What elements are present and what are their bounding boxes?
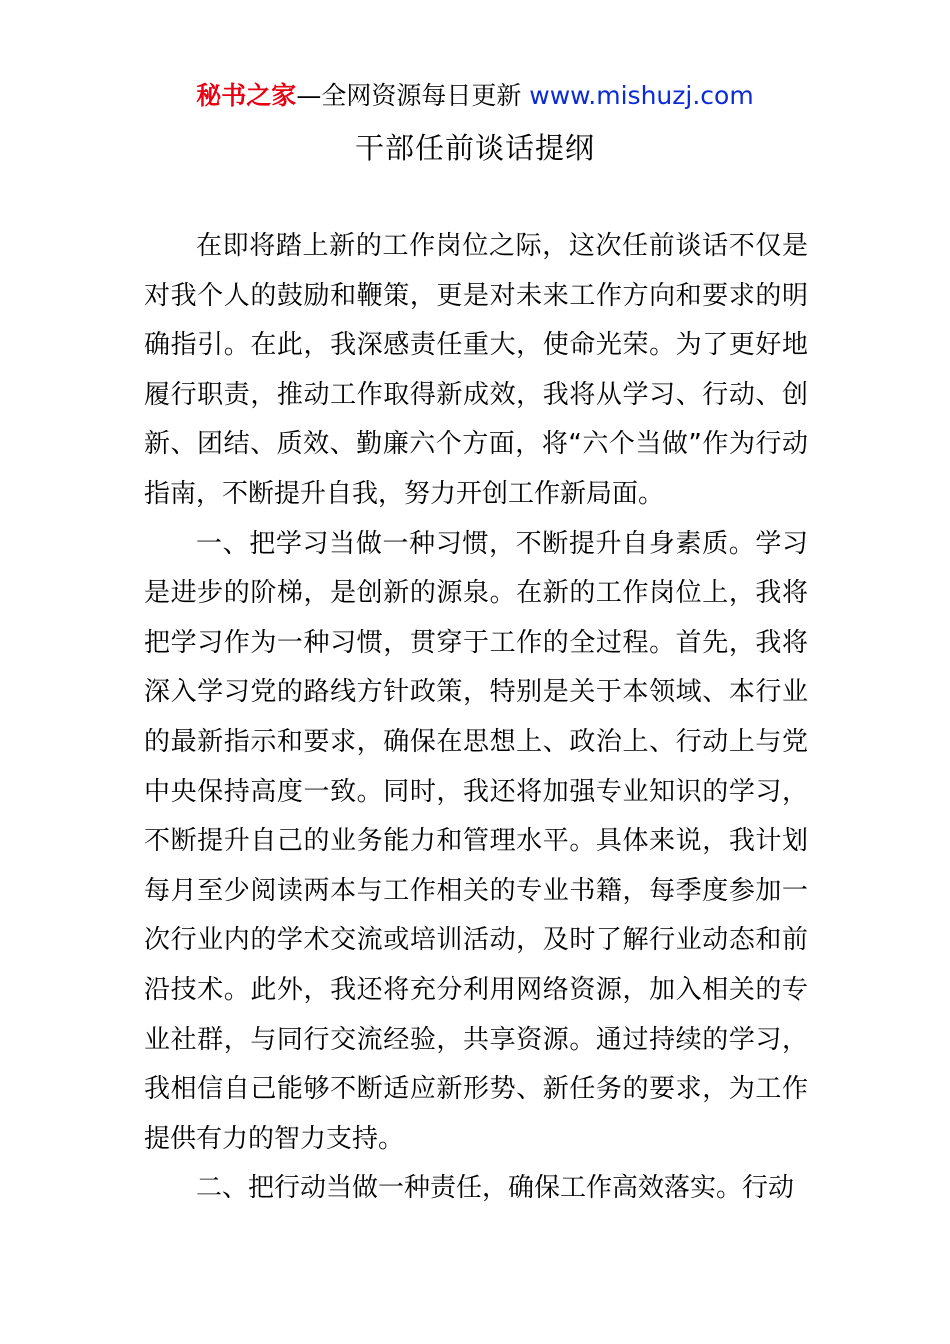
paragraph-section-2: 二、把行动当做一种责任，确保工作高效落实。行动: [196, 1173, 795, 1204]
site-url-link[interactable]: www.mishuzj.com: [529, 81, 754, 110]
header-tagline: —全网资源每日更新: [296, 81, 530, 110]
paragraph-section-1: 一、把学习当做一种习惯，不断提升自身素质。学习是进步的阶梯，是创新的源泉。在新的工作岗位上，我将把学习作为一种习惯，贯穿于工作的全过程。首先，我将深入学习党的路线方针政策，特别是关于本领域、本行业的最新指示和要求，确保在思想上、政治上、行动上与党中央保持高度一致。同时，我还将加强专业知识的学习，不断提升自己的业务能力和管理水平。具体来说，我计划每月至少阅读两本与工作相关的专业书籍，每季度参加一次行业内的学术交流或培训活动，及时了解行业动态和前沿技术。此外，我还将充分利用网络资源，加入相关的专业社群，与同行交流经验，共享资源。通过持续的学习，我相信自己能够不断适应新形势、新任务的要求，为工作提供有力的智力支持。: [144, 528, 808, 1154]
document-title: 干部任前谈话提纲: [354, 131, 595, 165]
document-body: [144, 222, 808, 1214]
site-header: [0, 80, 950, 112]
brand-name: 秘书之家: [196, 81, 297, 110]
paragraph-intro: 在即将踏上新的工作岗位之际，这次任前谈话不仅是对我个人的鼓励和鞭策，更是对未来工作方向和要求的明确指引。在此，我深感责任重大，使命光荣。为了更好地履行职责，推动工作取得新成效，我将从学习、行动、创新、团结、质效、勤廉六个方面，将“六个当做”作为行动指南，不断提升自我，努力开创工作新局面。: [144, 231, 808, 509]
